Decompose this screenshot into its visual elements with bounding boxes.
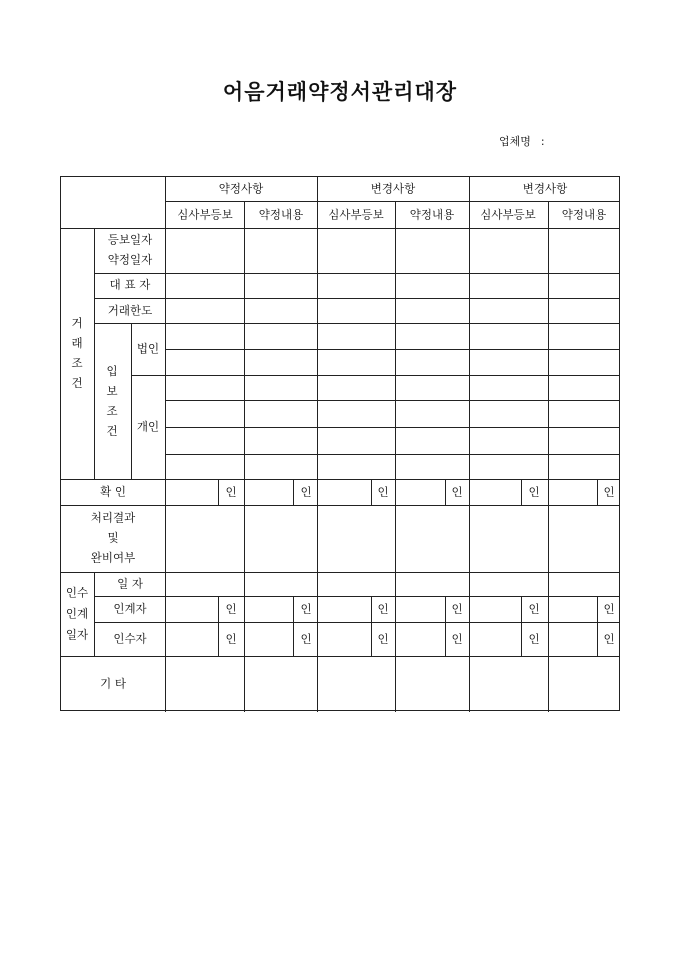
row-line (165, 427, 620, 428)
handover-label-line2: 인계 (65, 606, 89, 621)
seal-mark: 인 (300, 602, 312, 616)
row-line (61, 505, 620, 506)
handover-label-line1: 인수 (65, 585, 89, 600)
seal-divider (521, 596, 522, 656)
column-line (469, 177, 470, 712)
receiver-label: 인수자 (113, 631, 147, 646)
seal-divider (218, 596, 219, 656)
page-title: 어음거래약정서관리대장 (222, 79, 458, 104)
trade-condition-label: 거래조건 (71, 316, 83, 390)
seal-mark: 인 (225, 485, 237, 499)
others-label: 기 타 (100, 676, 126, 691)
seal-mark: 인 (225, 602, 237, 616)
seal-mark: 인 (603, 485, 615, 499)
seal-divider (371, 596, 372, 656)
seal-mark: 인 (377, 602, 389, 616)
seal-mark: 인 (377, 485, 389, 499)
seal-divider (521, 479, 522, 505)
seal-divider (445, 479, 446, 505)
seal-mark: 인 (451, 632, 463, 646)
ledger-table (60, 176, 620, 711)
seal-divider (445, 596, 446, 656)
company-colon: : (540, 135, 545, 148)
seal-mark: 인 (300, 632, 312, 646)
seal-mark: 인 (528, 602, 540, 616)
row-line (94, 596, 620, 597)
row-line (94, 273, 620, 274)
seal-divider (293, 596, 294, 656)
column-line (94, 228, 95, 479)
row-line (94, 323, 620, 324)
seal-divider (293, 479, 294, 505)
subheader-review-1: 심사부등보 (177, 207, 233, 222)
seal-divider (597, 596, 598, 656)
row-line (61, 479, 620, 480)
collateral-condition-label: 입보조건 (106, 364, 118, 438)
individual-label: 개인 (136, 419, 160, 434)
seal-mark: 인 (225, 632, 237, 646)
row-line (61, 572, 620, 573)
transferor-label: 인계자 (113, 601, 147, 616)
company-name-label (499, 133, 545, 149)
row-line (165, 349, 620, 350)
seal-mark: 인 (451, 485, 463, 499)
row-line (165, 400, 620, 401)
result-label-line1: 처리결과 (90, 510, 136, 525)
header-agreement: 약정사항 (218, 181, 264, 196)
corporation-label: 법인 (136, 341, 160, 356)
row-line (165, 201, 620, 202)
seal-mark: 인 (528, 632, 540, 646)
row-line (165, 454, 620, 455)
seal-divider (597, 479, 598, 505)
row-line (131, 375, 620, 376)
date-label: 일 자 (117, 576, 143, 591)
seal-divider (218, 479, 219, 505)
seal-mark: 인 (451, 602, 463, 616)
seal-mark: 인 (300, 485, 312, 499)
company-label-text: 업체명 (499, 135, 531, 148)
column-line (244, 201, 245, 712)
subheader-content-3: 약정내용 (561, 207, 607, 222)
subheader-review-2: 심사부등보 (328, 207, 384, 222)
confirm-label: 확 인 (100, 484, 126, 499)
seal-mark: 인 (603, 602, 615, 616)
header-change-2: 변경사항 (522, 181, 568, 196)
subheader-content-2: 약정내용 (409, 207, 455, 222)
seal-mark: 인 (528, 485, 540, 499)
subheader-content-1: 약정내용 (258, 207, 304, 222)
row-line (61, 656, 620, 657)
seal-divider (371, 479, 372, 505)
seal-mark: 인 (377, 632, 389, 646)
column-line (395, 201, 396, 712)
seal-mark: 인 (603, 632, 615, 646)
header-change-1: 변경사항 (370, 181, 416, 196)
column-line (317, 177, 318, 712)
handover-label-line3: 일자 (65, 627, 89, 642)
agreement-date-label: 약정일자 (107, 252, 153, 267)
result-label-line2: 및 (107, 530, 119, 545)
row-line (61, 228, 620, 229)
row-line (94, 622, 620, 623)
column-line (165, 177, 166, 712)
representative-label: 대 표 자 (109, 277, 151, 292)
registration-date-label: 등보일자 (107, 232, 153, 247)
column-line (131, 323, 132, 479)
result-label-line3: 완비여부 (90, 550, 136, 565)
subheader-review-3: 심사부등보 (480, 207, 536, 222)
trade-limit-label: 거래한도 (107, 303, 153, 318)
column-line (94, 572, 95, 656)
row-line (94, 298, 620, 299)
column-line (548, 201, 549, 712)
